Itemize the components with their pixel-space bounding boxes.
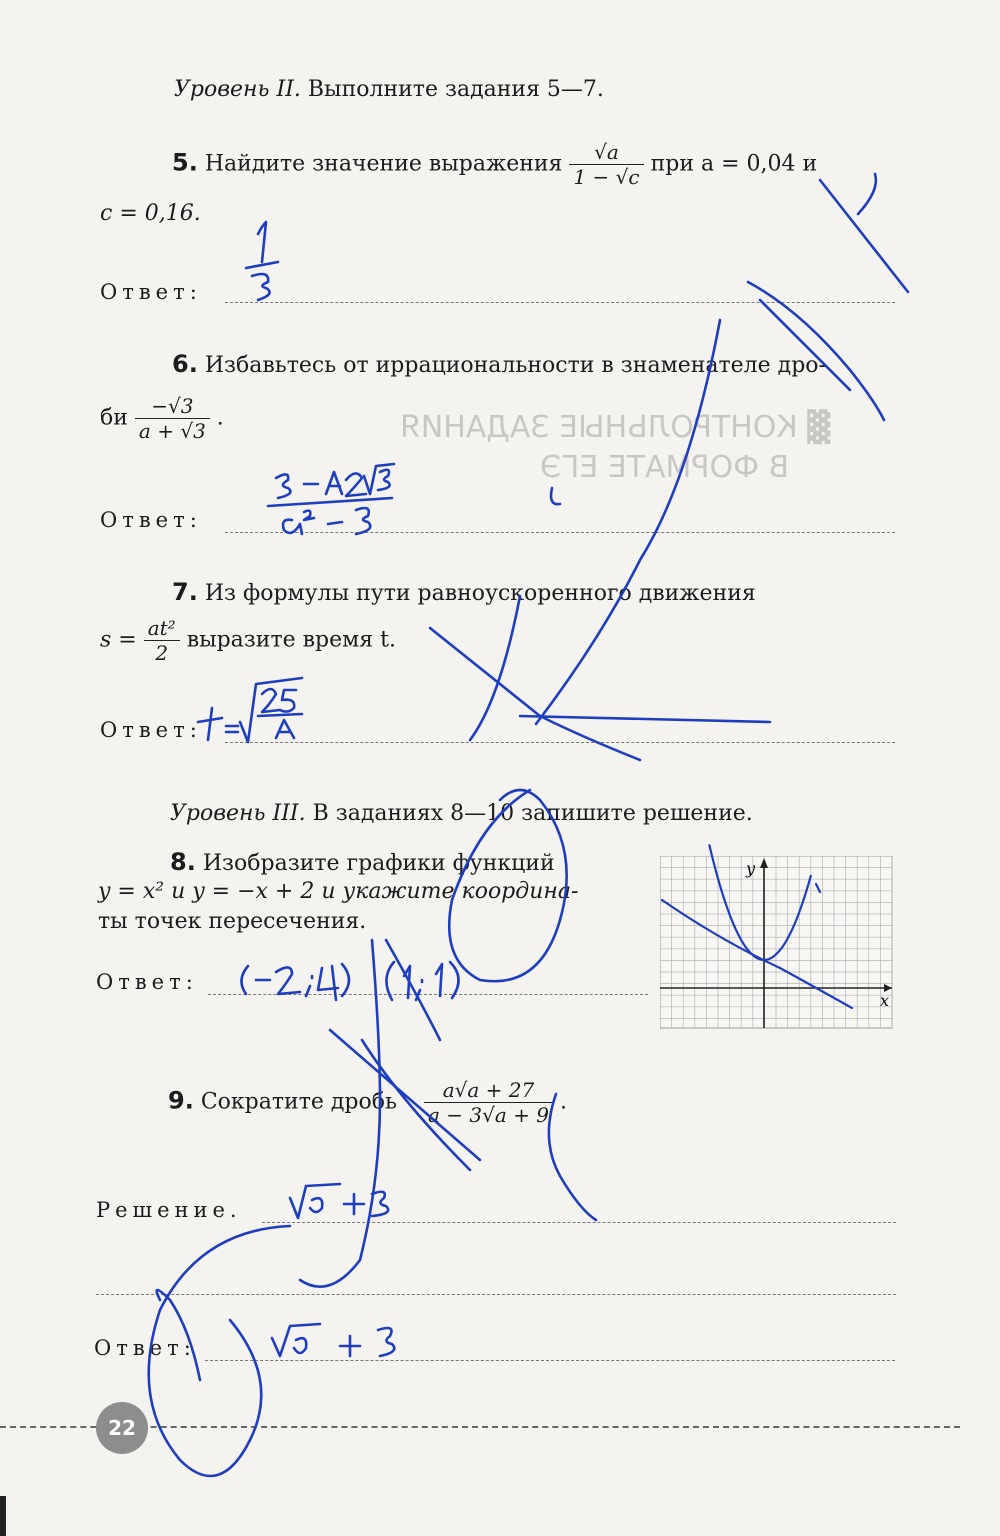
task-9-statement: 9. Сократите дробь $\frac{a√a + 27}{a - 3√a + 9}$ . (168, 1078, 567, 1127)
task-7-answer-line[interactable] (225, 742, 895, 743)
hw-answer-8 (306, 976, 312, 996)
level-3-heading: Уровень III. В заданиях 8—10 запишите решение. (170, 801, 753, 826)
task-5-condition: c = 0,16. (100, 201, 201, 226)
task-6-answer-label: Ответ: (100, 508, 202, 532)
hw-answer-6-den (356, 508, 370, 534)
hw-answer-6-num (276, 474, 290, 498)
show-through-text: ▓ КОНТРОЛЬНЫЕ ЗАДАНИЯ (400, 410, 831, 445)
task-9-answer-label: Ответ: (94, 1336, 196, 1360)
hw-answer-7-root (240, 678, 302, 742)
task-7-formula-line: s = $\frac{\text{at²}}{2}$ выразите время t. (100, 616, 396, 665)
task-6-statement: 6. Избавьтесь от иррациональности в знаменателе дро- (172, 350, 826, 378)
hw-solution-9 (344, 1194, 364, 1214)
hw-scribble (430, 628, 640, 760)
task-7-answer-label: Ответ: (100, 718, 202, 742)
hw-answer-8 (450, 962, 459, 998)
hw-solution-9 (310, 1198, 322, 1212)
hw-answer-9 (340, 1336, 360, 1356)
hw-answer-7 (226, 726, 238, 732)
hw-answer-6-den (328, 522, 342, 524)
hw-answer-6-num (364, 464, 394, 494)
hw-answer-6-den (304, 511, 314, 520)
task-9-solution-label: Решение. (96, 1198, 242, 1222)
page-edge (0, 1496, 6, 1536)
hw-scribble (386, 940, 440, 1040)
hw-answer-9 (294, 1338, 306, 1353)
task-6-answer-line[interactable] (225, 532, 895, 533)
level-2-heading: Уровень II. Выполните задания 5—7. (174, 77, 604, 102)
hw-solution-9 (372, 1192, 388, 1216)
hw-scribble (536, 320, 720, 724)
hw-digit-3 (252, 274, 270, 300)
hw-scribble (470, 596, 520, 740)
task-9-fraction: $\frac{a√a + 27}{a - 3√a + 9}$ (424, 1078, 553, 1127)
task-8-statement: 8. Изобразите графики функций (170, 848, 555, 876)
hw-solution-9 (290, 1184, 340, 1218)
task-9-answer-line[interactable] (205, 1360, 895, 1361)
task-6-fraction: $\frac{-√3}{a + √3}$ (135, 394, 210, 443)
hw-answer-6-num (326, 472, 342, 494)
hw-answer-9 (272, 1324, 320, 1356)
hw-answer-7 (280, 690, 296, 712)
task-7-statement: 7. Из формулы пути равноускоренного движения (172, 578, 756, 606)
x-axis-label: x (880, 991, 890, 1010)
hw-digit-1 (258, 222, 266, 262)
hw-scribble (551, 488, 560, 504)
hw-answer-6-num (378, 470, 390, 490)
hw-fraction-bar (246, 262, 278, 268)
hw-answer-6-bar (268, 498, 392, 506)
task-8-line3: ты точек пересечения. (98, 909, 367, 934)
task-8-answer-line[interactable] (208, 994, 648, 995)
hw-answer-6-num (346, 473, 366, 496)
page-number-badge: 22 (96, 1402, 148, 1454)
task-9-solution-line-2[interactable] (96, 1294, 896, 1295)
task-5-answer-label: Ответ: (100, 280, 202, 304)
hw-answer-8 (436, 964, 442, 996)
hw-scribble (820, 180, 908, 292)
hw-answer-7 (276, 720, 294, 738)
task-8-answer-label: Ответ: (96, 970, 198, 994)
hw-scribble (858, 174, 876, 214)
hw-answer-7 (262, 689, 280, 712)
task-6-fraction-line: би $\frac{-√3}{a + √3}$ . (100, 394, 224, 443)
hw-scribble (520, 716, 770, 722)
task-5-answer-line[interactable] (225, 302, 895, 303)
task-8-functions: y = x² и y = −x + 2 и укажите координа- (98, 879, 579, 904)
task-9-solution-line-1[interactable] (262, 1222, 896, 1223)
task-5-fraction: $\frac{√a}{1 - √c}$ (569, 140, 643, 189)
task-8-coordinate-grid[interactable] (660, 856, 896, 1032)
show-through-text: В ФОРМАТЕ ЕГЭ (540, 450, 790, 485)
hw-answer-7-bar (258, 714, 302, 716)
hw-answer-8 (241, 966, 248, 994)
task-7-fraction: $\frac{\text{at²}}{2}$ (144, 616, 180, 665)
task-5-statement: 5. Найдите значение выражения $\frac{√a}{1 - √c}$ при a = 0,04 и (172, 140, 818, 189)
hw-answer-8 (342, 964, 349, 996)
hw-answer-8 (276, 967, 300, 994)
hw-answer-8 (416, 980, 422, 1000)
hw-answer-9 (378, 1328, 394, 1356)
y-axis-label: y (746, 859, 756, 878)
